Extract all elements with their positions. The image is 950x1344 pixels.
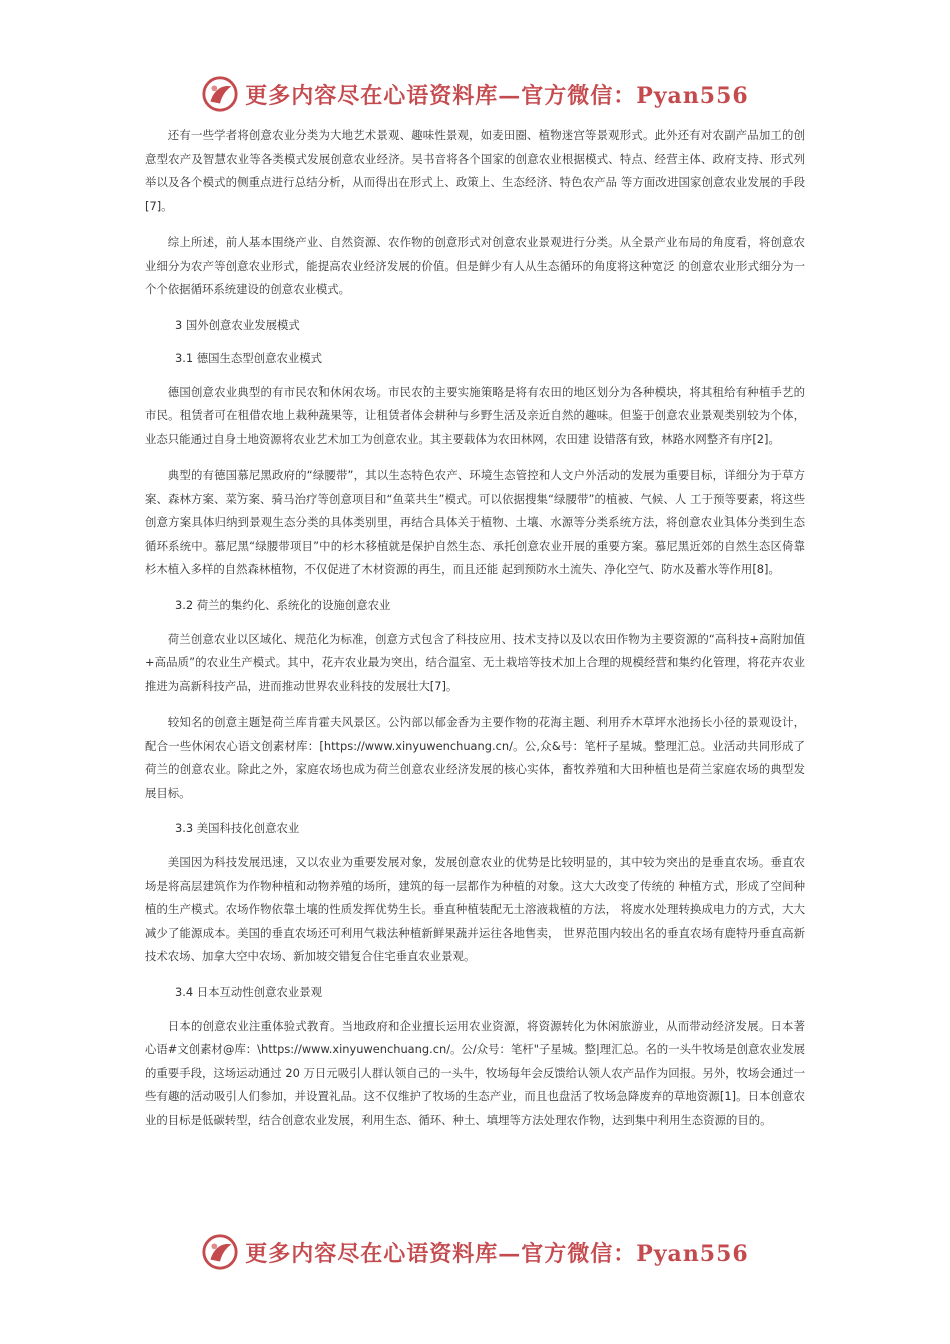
paragraph: 美国因为科技发展迅速，又以农业为重要发展对象，发展创意农业的优势是比较明显的，其中较为突出的是垂直农场。垂直农场是将高层建筑作为作物种植和动物养殖的场所，建筑的每一层都作为种植的对象。这大大改变了传统的 种植方式，形成了空间种植的生产模式。农场作物依靠土壤的性质发挥优势生长。垂直种植装配无土溶液栽植的方法， 将废水处理转换成电力的方式，大大减少了能源成本。美国的垂直农场还可利用气栽法种植新鲜果蔬并运往各地售卖， 世界范围内较出名的垂直农场有鹿特丹垂直高新技术农场、加拿大空中农场、新加坡交错复合住宅垂直农业景观。: [145, 855, 805, 963]
footer-banner: [0, 1232, 950, 1272]
subsection-heading: 3.3 美国科技化创意农业: [175, 821, 300, 835]
paragraph: 较知名的创意主题ۚ是荷兰库肯霍夫风景区。公ۚ内部以郁金香为主要作物的花海主题、利用乔木草坪水池扬长小径的景观设计，配合一些休闲农心语文创素材库：[https://www.xinyuwenchuang.cn/。公,众&号：笔杆子星城。整理汇总。业活动共同形成了荷兰的创意农业。除此之外，家庭农场也成为荷兰创意农业经济发展的核心实体，畜牧养殖和大田种植也是荷兰家庭农场的典型发展目标。: [145, 715, 805, 800]
subsection-heading: 3.1 德国生态型创意农业模式: [175, 350, 323, 365]
banner-text: 更多内容尽在心语资料库—官方微信：Pyan556: [245, 82, 749, 109]
logo-icon: [201, 1233, 239, 1271]
subsection-heading: 3.2 荷兰的集约化、系统化的设施创意农业: [175, 597, 391, 612]
header-banner: [0, 74, 950, 114]
subsection-heading: 3.4 日本互动性创意农业景观: [175, 984, 323, 999]
paragraph: 还有一些学者将创意农业分类为大地艺术景观、趣味性景观，如麦田圈、植物迷宫等景观形式。此外还有对农副产品加工的创意型农产及智慧农业等各类模式发展创意农业经济。吴书音将各个国家的创意农业根据模式、特点、经营主体、政府支持、形式列举以及各个模式的侧重点进行总结分析，从而得出在形式上、政策上、生态经济、特色农产品 等方面改进国家创意农业发展的手段[7]。: [145, 128, 805, 213]
paragraph: 德国创意农业典型的有市民农ۚ和休闲农场。市民农ۚ的主要实施策略是将有农田的地区划分为各种模块，将其租给有种植手艺的市民。租赁者可在租借农地上栽种蔬果等，让租赁者体会耕种与乡野生活及亲近自然的趣味。但鉴于创意农业景观类别较为个体，业态只能通过自身土地资源将农业艺术加工为创意农业。其主要载体为农田林网，农田建 设错落有致，林路水网整齐有序[2]。: [145, 384, 805, 446]
banner-text: 更多内容尽在心语资料库—官方微信：Pyan556: [245, 1240, 749, 1267]
logo-icon: [201, 75, 239, 113]
paragraph: 综上所述，前人基本围绕产业、自然资源、农作物的创意形式对创意农业景观进行分类。从全景产业布局的角度看，将创意农业细分为农产等创意农业形式，能提高农业经济发展的价值。但是鲜少有人从生态循环的角度将这种宽泛 的创意农业形式细分为一个个依据循环系统建设的创意农业模式。: [145, 235, 805, 296]
paragraph: 典型的有德国慕尼黑政府的“绿腰带”，其以生态特色农产、环境生态管控和人文户外活动的发展为重要目标，详细分为于草方案、森林方案、菜ۚ方案、骑马治疗等创意项目和“鱼菜共生”模式。可以依据搜集“绿腰带”的植被、气候、人 工于预等要素，将这些创意方案具体归纳到景观生态分类的具体类别里，再结合具体关于植物、土壤、水源等分类系统方法，将创意农业ۚ具体分类到生态循环系统中。慕尼黑“绿腰带项目”中的杉木移植就是保护自然生态、承托创意农业开展的重要方案。慕尼黑近郊的自然生态区倚靠杉木植入多样的自然森林植物，不仅促进了木材资源的再生，而且还能 起到预防水土流失、净化空气、防水及蓄水等作用[8]。: [145, 468, 805, 576]
paragraph: 日本的创意农业注重体验式教育。当地政府和企业擅长运用农业资源，将资源转化为休闲旅游业，从而带动经济发展。日本著心语#文创素材@库：\https://www.xinyuwenchuang.cn/。公/众号：笔杆"子星城。整|理汇总。名的一头牛牧场是创意农业发展的重要手段，这场运动通过 20 万日元吸引人群认领自己的一头牛，牧场每年会反馈给认领人农产品作为回报。另外，牧场会通过一些有趣的活动吸引人们参加，并设置礼品。这不仅维护了牧场的生态产业，而且也盘活了牧场急降废弃的草地资源[1]。日本创意农业的目标是低碳转型，结合创意农业发展，利用生态、循环、种土、填埋等方法处理农作物，达到集中利用生态资源的目的。: [145, 1018, 805, 1127]
section-heading: 3 国外创意农业发展模式: [175, 317, 300, 332]
document-body: [145, 124, 805, 1145]
paragraph: 荷兰创意农业以区域化、规范化为标准，创意方式包含了科技应用、技术支持以及以农田作物为主要资源的“高科技+高附加值+高品质”的农业生产模式。其中，花卉农业最为突出，结合温室、无土栽培等技术加上合理的规模经营和集约化管理，将花卉农业推进为高新科技产品，进而推动世界农业科技的发展壮大[7]。: [145, 631, 805, 693]
